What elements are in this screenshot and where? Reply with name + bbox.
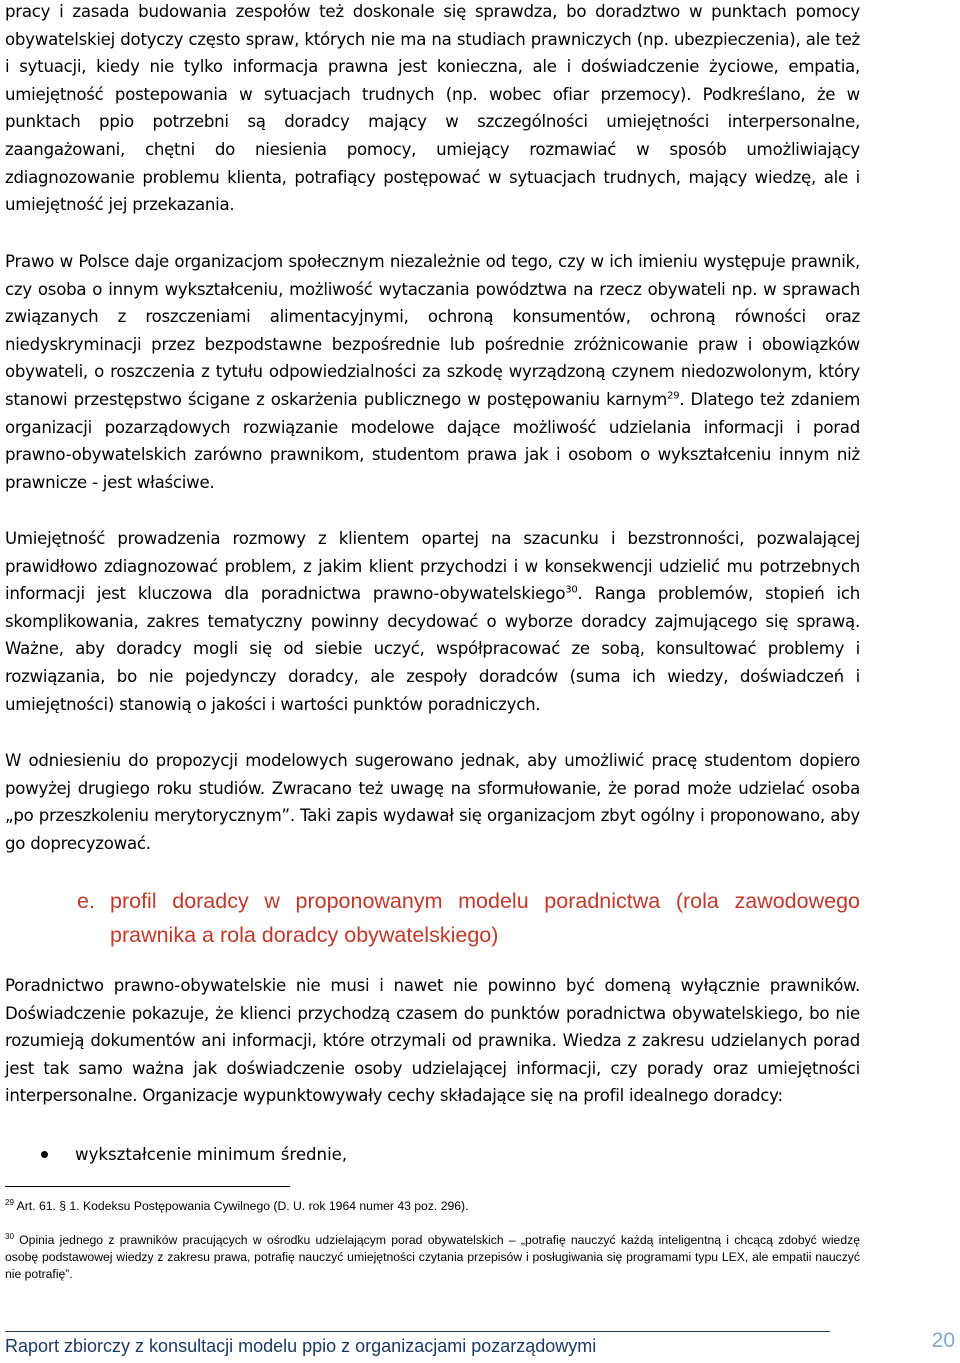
footnote-29 — [5, 1198, 860, 1215]
footer-divider — [5, 1331, 830, 1332]
paragraph-1: pracy i zasada budowania zespołów też doskonale się sprawdza, bo doradztwo w punktach pomocy obywatelskiej dotyczy często spraw, których nie ma na studiach prawniczych (np. ubezpieczenia), ale też i sytuacji, kiedy nie tylko informacja prawna jest konieczna, ale i doświadczenie życiowe, empatia, umiejętność postepowania w sytuacjach trudnych (np. wobec ofiar przemocy). Podkreślano, że w punktach ppio potrzebni są doradcy mający w szczególności umiejętności interpersonalne, zaangażowani, chętni do niesienia pomocy, umiejący rozmawiać w sposób umożliwiający zdiagnozowanie problemu klienta, potrafiący postępować w sytuacjach trudnych, mający wiedzę, ale i umiejętność jej przekazania. — [5, 2, 860, 215]
footnote-number: 29 — [5, 1197, 14, 1207]
footnote-text: Art. 61. § 1. Kodeksu Postępowania Cywilnego (D. U. rok 1964 numer 43 poz. 296). — [13, 1199, 469, 1213]
footnote-ref-30[interactable]: 30 — [565, 584, 578, 596]
paragraph-3-text-a: Umiejętność prowadzenia rozmowy z klientem opartej na szacunku i bezstronności, pozwalającej prawidłowo zdiagnozować problem, z jakim klient przychodzi i w konsekwencji udzielić mu potrzebnych informacji jest kluczowa dla poradnictwa prawno-obywatelskiego — [5, 529, 860, 604]
footnote-divider — [5, 1186, 290, 1187]
paragraph-2 — [5, 248, 860, 496]
page-number: 20 — [931, 1329, 955, 1352]
paragraph-3-text-b: . Ranga problemów, stopień ich skomplikowania, zakres tematyczny powinny decydować o wyborze doradcy zajmującego się sprawą. Ważne, aby doradcy mogli się od siebie uczyć, współpracować ze sobą, konsultować problemy i rozwiązania, bo nie pojedynczy doradcy, ale zespoły doradców (suma ich wiedzy, doświadczeń i umiejętności) stanowią o jakości i wartości punktów poradniczych. — [5, 584, 860, 714]
footnote-30 — [5, 1232, 860, 1283]
footnote-text: Opinia jednego z prawników pracujących w ośrodku udzielającym porad obywatelskich – „potrafię nauczyć każdą inteligentną i chcącą zdobyć wiedzę osobę podstawowej wiedzy z zakresu prawa, potrafię nauczyć umiejętności czytania przepisów i posługiwania się programami typu LEX, ale empatii nauczyć nie potrafię”. — [5, 1233, 860, 1281]
paragraph-3 — [5, 525, 860, 718]
footnote-ref-29[interactable]: 29 — [667, 390, 680, 402]
footnote-number: 30 — [5, 1231, 14, 1241]
footer-title: Raport zbiorczy z konsultacji modelu ppio z organizacjami pozarządowymi — [5, 1336, 597, 1356]
bullet-icon — [41, 1151, 48, 1158]
bullet-text: wykształcenie minimum średnie, — [75, 1145, 348, 1164]
section-heading — [77, 884, 860, 952]
paragraph-2-text-a: Prawo w Polsce daje organizacjom społecznym niezależnie od tego, czy w ich imieniu występuje prawnik, czy osoba o innym wykształceniu, możliwość wytaczania powództwa na rzecz obywateli np. w sprawach związanych z roszczeniami alimentacyjnymi, ochroną konsumentów, ochroną równości oraz niedyskryminacji przez bezpodstawne bezpośrednie lub pośrednie zróżnicowanie praw i obowiązków obywateli, o roszczenia z tytułu odpowiedzialności za szkodę wyrządzoną czynem niedozwolonym, który stanowi przestępstwo ścigane z oskarżenia publicznego w postępowaniu karnym — [5, 252, 860, 409]
paragraph-4: W odniesieniu do propozycji modelowych sugerowano jednak, aby umożliwić pracę studentom dopiero powyżej drugiego roku studiów. Zwracano też uwagę na sformułowanie, że porad może udzielać osoba „po przeszkoleniu merytorycznym”. Taki zapis wydawał się organizacjom zbyt ogólny i proponowano, aby go doprecyzować. — [5, 751, 860, 853]
section-heading-letter: e. — [77, 889, 95, 913]
paragraph-5: Poradnictwo prawno-obywatelskie nie musi i nawet nie powinno być domeną wyłącznie prawników. Doświadczenie pokazuje, że klienci przychodzą czasem do punktów poradnictwa obywatelskiego, bo nie rozumieją dokumentów ani informacji, które otrzymali od prawnika. Wiedza z zakresu udzielanych porad jest tak samo ważna jak doświadczenie osoby udzielającej informacji, czy porady oraz umiejętności interpersonalne. Organizacje wypunktowywały cechy składające się na profil idealnego doradcy: — [5, 976, 860, 1106]
paragraph-2-text-b: . Dlatego też zdaniem organizacji pozarządowych rozwiązanie modelowe dające możliwość udzielania informacji i porad prawno-obywatelskich zarówno prawnikom, studentom prawa jak i osobom o wykształceniu innym niż prawnicze - jest właściwe. — [5, 389, 860, 492]
section-heading-text: profil doradcy w proponowanym modelu poradnictwa (rola zawodowego prawnika a rola doradcy obywatelskiego) — [110, 889, 860, 947]
